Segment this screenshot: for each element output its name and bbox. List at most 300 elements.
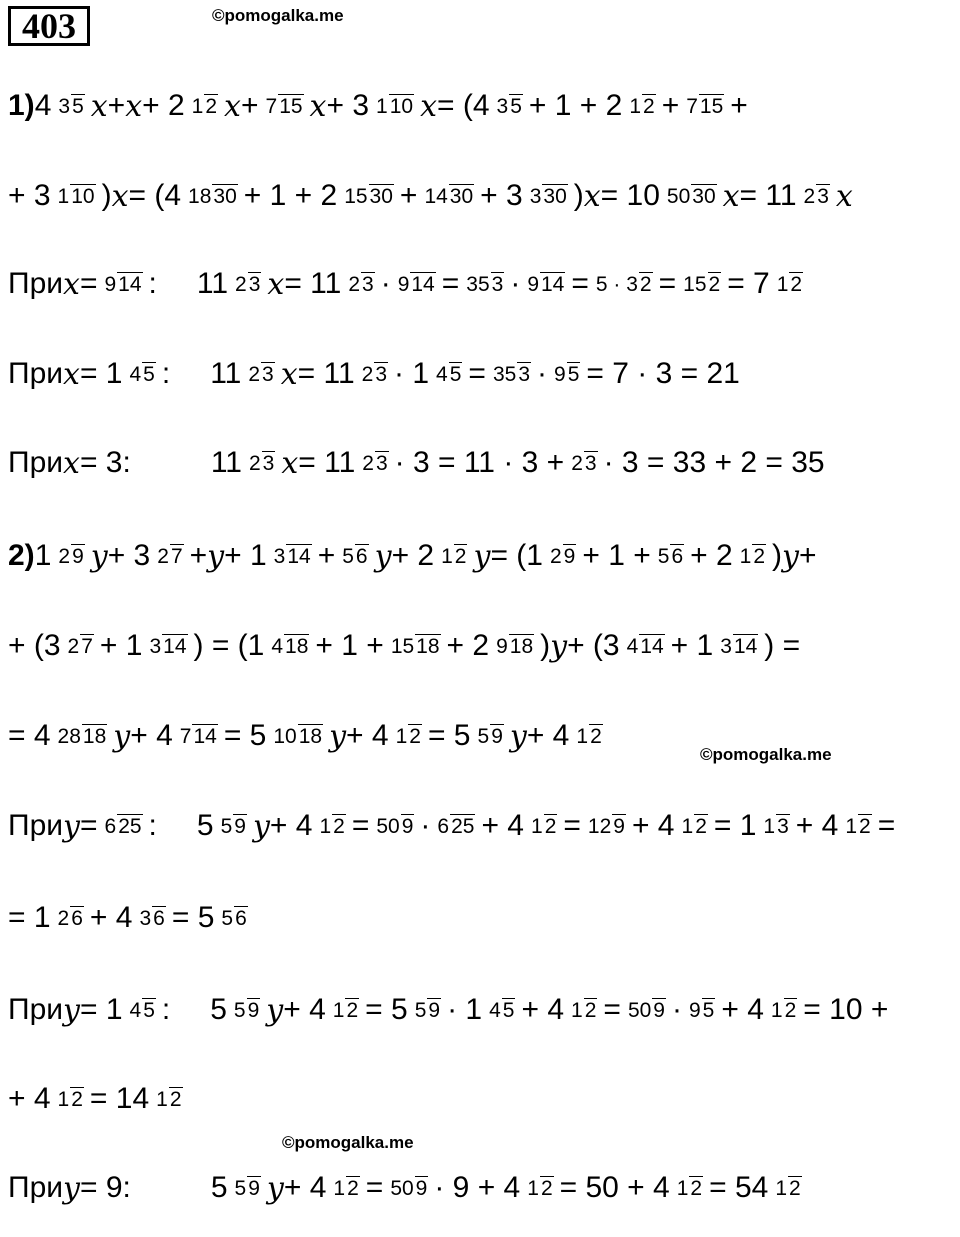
fraction	[395, 725, 422, 748]
math-text: ·	[420, 809, 431, 843]
math-text: 11	[210, 446, 242, 480]
denominator: 5	[510, 94, 522, 118]
denominator: 18	[285, 634, 309, 658]
denominator: 30	[692, 184, 716, 208]
variable: x	[90, 88, 108, 124]
variable: y	[473, 538, 491, 574]
fraction	[681, 815, 708, 838]
math-text: + 4	[721, 993, 764, 1027]
variable: y	[266, 1170, 284, 1206]
math-text: +	[399, 179, 418, 213]
solution-line-8	[8, 718, 609, 754]
numerator: 5	[220, 814, 233, 838]
math-text: = 1	[79, 993, 123, 1027]
denominator: 9	[563, 544, 576, 568]
math-text: = 54	[709, 1171, 769, 1205]
numerator: 1	[676, 1176, 689, 1200]
fraction	[341, 545, 368, 568]
numerator: 9	[688, 998, 701, 1022]
denominator: 2	[753, 544, 766, 568]
denominator: 25	[451, 814, 475, 838]
numerator: 7	[686, 94, 698, 118]
denominator: 6	[671, 544, 684, 568]
math-text: +	[661, 89, 680, 123]
denominator: 14	[163, 634, 187, 658]
math-text: При	[8, 267, 64, 301]
math-text: = 5	[427, 719, 471, 753]
math-text: + 2	[391, 539, 435, 573]
variable: x	[583, 178, 601, 214]
denominator: 15	[699, 94, 724, 118]
fraction	[774, 1177, 801, 1200]
numerator: 6	[104, 814, 117, 838]
math-text: + 1 + 2	[528, 89, 623, 123]
watermark: ©pomogalka.me	[700, 745, 832, 764]
math-text: = 5	[365, 993, 408, 1027]
solution-line-4	[8, 356, 740, 392]
denominator: 10	[71, 184, 95, 208]
numerator: 1	[441, 544, 453, 568]
fraction	[375, 815, 414, 838]
fraction	[595, 273, 653, 296]
fraction	[682, 273, 721, 296]
math-text: ) = (1	[193, 629, 265, 663]
denominator: 9	[428, 998, 441, 1022]
math-text: + 1	[99, 629, 143, 663]
numerator: 2	[361, 362, 374, 386]
math-text: :	[148, 809, 157, 843]
numerator: 1	[845, 814, 858, 838]
denominator: 2	[789, 1176, 801, 1200]
denominator: 2	[695, 814, 707, 838]
numerator: 4	[129, 362, 142, 386]
numerator: 15	[683, 272, 707, 296]
math-text: =	[351, 809, 370, 843]
math-text: ·	[510, 267, 521, 301]
math-text: = 10 +	[803, 993, 889, 1027]
denominator: 2	[205, 94, 218, 118]
math-text: +	[107, 89, 126, 123]
numerator: 35	[466, 272, 490, 296]
denominator: 30	[543, 184, 567, 208]
fraction	[57, 907, 84, 930]
denominator: 25	[118, 814, 142, 838]
denominator: 9	[248, 1176, 260, 1200]
denominator: 14	[541, 272, 565, 296]
denominator: 14	[640, 634, 664, 658]
denominator: 2	[347, 1176, 359, 1200]
denominator: 2	[584, 998, 597, 1022]
fraction	[389, 1177, 428, 1200]
numerator: 35	[492, 362, 517, 386]
variable: y	[329, 718, 347, 754]
math-text: ·	[537, 357, 547, 391]
denominator: 2	[590, 724, 602, 748]
variable: x	[420, 88, 437, 124]
numerator: 2	[57, 906, 70, 930]
numerator: 9	[554, 362, 566, 386]
fraction	[273, 545, 312, 568]
fraction	[397, 273, 436, 296]
numerator: 5	[221, 906, 234, 930]
math-text: = (4	[128, 179, 182, 213]
numerator: 5	[477, 724, 490, 748]
fraction	[67, 635, 94, 658]
solution-line-11	[8, 992, 888, 1028]
numerator: 1	[770, 998, 783, 1022]
fraction	[265, 95, 304, 118]
fraction	[626, 635, 665, 658]
denominator: 30	[213, 184, 237, 208]
variable: x	[722, 178, 740, 214]
fraction	[156, 545, 183, 568]
numerator: 14	[424, 184, 448, 208]
denominator: 18	[416, 634, 440, 658]
variable: x	[111, 178, 129, 214]
item-number: 2)	[8, 539, 35, 573]
numerator: 2	[549, 544, 562, 568]
denominator: 6	[235, 906, 247, 930]
math-text: = 3:	[79, 446, 131, 480]
math-text: + 1 +	[582, 539, 651, 573]
denominator: 2	[454, 544, 467, 568]
solution-line-10	[8, 900, 254, 935]
numerator: 5	[233, 998, 246, 1022]
math-text: При	[8, 1171, 64, 1205]
fraction	[361, 452, 388, 475]
math-text: + 4	[89, 901, 133, 935]
fraction	[155, 1088, 182, 1111]
math-text: =	[603, 993, 621, 1027]
math-text: · 3 = 33 + 2 = 35	[603, 446, 825, 480]
variable: x	[63, 445, 80, 481]
numerator: 7	[179, 724, 192, 748]
denominator: 2	[708, 272, 721, 296]
math-text: · 3 = 11 · 3 +	[394, 446, 565, 480]
numerator: 3	[496, 94, 509, 118]
math-text: =	[563, 809, 581, 843]
math-text: + 3	[8, 179, 51, 213]
numerator: 50	[666, 184, 691, 208]
denominator: 9	[415, 1176, 428, 1200]
math-text: 11	[196, 267, 229, 301]
fraction	[318, 815, 345, 838]
solution-line-6	[8, 538, 817, 574]
fraction	[762, 815, 789, 838]
variable: y	[207, 538, 225, 574]
numerator: 1	[527, 1176, 539, 1200]
denominator: 9	[613, 814, 625, 838]
denominator: 9	[234, 814, 246, 838]
math-text: + 4	[521, 993, 565, 1027]
numerator: 1	[739, 544, 752, 568]
numerator: 2	[348, 272, 360, 296]
numerator: 1	[531, 814, 543, 838]
fraction	[440, 545, 467, 568]
numerator: 9	[496, 634, 508, 658]
denominator: 9	[72, 544, 84, 568]
numerator: 9	[527, 272, 539, 296]
math-text: + 4	[269, 809, 313, 843]
math-text: + 4	[481, 809, 524, 843]
denominator: 3	[262, 451, 275, 475]
math-text: =	[658, 267, 677, 301]
denominator: 5	[143, 998, 155, 1022]
numerator: 10	[273, 724, 297, 748]
numerator: 9	[397, 272, 410, 296]
fraction	[549, 545, 576, 568]
denominator: 5	[702, 998, 715, 1022]
fraction	[57, 95, 84, 118]
math-text: = 1	[79, 357, 123, 391]
fraction	[719, 635, 758, 658]
denominator: 30	[449, 184, 474, 208]
math-text: При	[8, 809, 64, 843]
fraction	[739, 545, 766, 568]
numerator: 15	[390, 634, 415, 658]
math-text: = 9:	[79, 1171, 131, 1205]
math-text: 4	[34, 89, 52, 123]
math-text: 5	[210, 993, 227, 1027]
solution-line-13	[8, 1170, 808, 1206]
numerator: 1	[376, 94, 388, 118]
solution-line-9	[8, 808, 895, 844]
watermark: ©pomogalka.me	[212, 6, 344, 25]
denominator: 2	[540, 1176, 553, 1200]
math-text: )	[101, 179, 112, 213]
fraction	[492, 363, 531, 386]
denominator: 3	[777, 814, 789, 838]
fraction	[187, 185, 238, 208]
fraction	[234, 273, 261, 296]
solution-line-3	[8, 266, 809, 302]
variable: y	[63, 992, 80, 1028]
denominator: 3	[375, 362, 388, 386]
numerator: 3	[529, 184, 542, 208]
numerator: 9	[104, 272, 117, 296]
math-text: При	[8, 357, 64, 391]
fraction	[361, 363, 388, 386]
fraction	[436, 815, 475, 838]
numerator: 3	[149, 634, 162, 658]
solution-line-12	[8, 1081, 189, 1116]
fraction	[191, 95, 218, 118]
fraction	[347, 273, 374, 296]
math-text: ·	[671, 993, 682, 1027]
fraction	[104, 815, 143, 838]
denominator: 3	[584, 451, 597, 475]
fraction	[570, 999, 597, 1022]
fraction	[627, 999, 666, 1022]
denominator: 3	[518, 362, 530, 386]
numerator: 5 · 3	[595, 272, 638, 296]
math-text: = 11	[297, 357, 355, 391]
variable: y	[550, 628, 568, 664]
denominator: 2	[643, 94, 655, 118]
math-text: = 10	[600, 179, 660, 213]
denominator: 7	[81, 634, 93, 658]
math-text: = 11	[298, 446, 356, 480]
denominator: 2	[690, 1176, 703, 1200]
numerator: 1	[629, 94, 641, 118]
variable: y	[63, 1170, 80, 1206]
fraction	[530, 815, 557, 838]
numerator: 4	[129, 998, 142, 1022]
math-text: + 4	[8, 1082, 51, 1116]
math-text: + 3	[107, 539, 151, 573]
denominator: 3	[248, 272, 261, 296]
fraction	[148, 635, 187, 658]
fraction	[343, 185, 394, 208]
variable: y	[509, 718, 527, 754]
denominator: 14	[193, 724, 217, 748]
denominator: 5	[449, 362, 462, 386]
variable: y	[113, 718, 131, 754]
fraction	[676, 1177, 703, 1200]
math-text: + 2	[690, 539, 733, 573]
denominator: 9	[491, 724, 503, 748]
numerator: 1	[681, 814, 694, 838]
fraction	[57, 185, 96, 208]
denominator: 7	[170, 544, 183, 568]
fraction	[803, 185, 830, 208]
fraction	[465, 273, 504, 296]
math-text: + 1	[670, 629, 714, 663]
variable: x	[125, 88, 143, 124]
fraction	[575, 725, 602, 748]
denominator: 30	[369, 184, 393, 208]
math-text: = 11	[739, 179, 797, 213]
denominator: 2	[784, 998, 797, 1022]
math-text: ) =	[764, 629, 801, 663]
math-text: + 4	[283, 993, 326, 1027]
math-text: =	[365, 1171, 384, 1205]
numerator: 5	[342, 544, 354, 568]
math-text: + 4	[130, 719, 173, 753]
numerator: 1	[776, 272, 789, 296]
fraction	[234, 1177, 261, 1200]
numerator: 2	[248, 451, 261, 475]
item-number: 1)	[8, 89, 35, 123]
math-text: = 14	[89, 1082, 150, 1116]
denominator: 18	[509, 634, 534, 658]
numerator: 1	[319, 814, 332, 838]
numerator: 1	[332, 998, 345, 1022]
math-text: = (1	[490, 539, 543, 573]
numerator: 50	[627, 998, 652, 1022]
math-text: · 1	[447, 993, 483, 1027]
numerator: 1	[191, 94, 204, 118]
math-text: + 4	[526, 719, 570, 753]
math-text: + 3	[326, 89, 370, 123]
fraction	[657, 545, 684, 568]
fraction	[57, 545, 84, 568]
numerator: 2	[58, 544, 71, 568]
math-text: +	[799, 539, 817, 573]
fraction	[496, 95, 523, 118]
fraction	[414, 999, 441, 1022]
fraction	[390, 635, 441, 658]
fraction	[770, 999, 797, 1022]
fraction	[526, 1177, 553, 1200]
math-text: + 4	[795, 809, 839, 843]
numerator: 1	[576, 724, 589, 748]
math-text: 11	[210, 357, 242, 391]
math-text: = 7 · 3 = 21	[586, 357, 740, 391]
math-text: :	[148, 267, 157, 301]
denominator: 9	[401, 814, 414, 838]
math-text: +	[189, 539, 208, 573]
numerator: 6	[437, 814, 450, 838]
math-text: + 4	[346, 719, 389, 753]
numerator: 12	[587, 814, 612, 838]
numerator: 50	[376, 814, 400, 838]
denominator: 18	[298, 724, 323, 748]
solution-line-5	[8, 445, 825, 481]
variable: x	[281, 445, 299, 481]
denominator: 6	[355, 544, 368, 568]
fraction	[332, 1177, 359, 1200]
variable: y	[252, 808, 270, 844]
fraction	[57, 1088, 84, 1111]
watermark: ©pomogalka.me	[282, 1133, 414, 1152]
denominator: 5	[72, 94, 84, 118]
denominator: 14	[411, 272, 435, 296]
fraction	[685, 95, 724, 118]
denominator: 6	[153, 906, 165, 930]
math-text: + 2	[142, 89, 185, 123]
math-text: · 1	[394, 357, 430, 391]
variable: y	[90, 538, 108, 574]
fraction	[129, 999, 156, 1022]
denominator: 14	[733, 634, 758, 658]
denominator: 5	[502, 998, 515, 1022]
math-text: + 2	[446, 629, 490, 663]
numerator: 3	[58, 94, 71, 118]
fraction	[844, 815, 871, 838]
numerator: 1	[763, 814, 776, 838]
fraction	[526, 273, 565, 296]
math-text: + 4	[631, 809, 675, 843]
math-text: :	[161, 993, 171, 1027]
fraction	[220, 907, 247, 930]
denominator: 2	[169, 1087, 182, 1111]
numerator: 2	[803, 184, 816, 208]
numerator: 4	[436, 362, 448, 386]
fraction	[103, 273, 142, 296]
denominator: 15	[279, 94, 303, 118]
denominator: 2	[71, 1087, 83, 1111]
fraction	[128, 363, 155, 386]
fraction	[495, 635, 534, 658]
numerator: 7	[265, 94, 278, 118]
math-text: =	[441, 267, 460, 301]
numerator: 1	[775, 1176, 788, 1200]
denominator: 14	[118, 272, 142, 296]
fraction	[435, 363, 462, 386]
fraction	[776, 273, 803, 296]
math-text: )	[540, 629, 551, 663]
numerator: 28	[57, 724, 81, 748]
variable: y	[374, 538, 392, 574]
variable: x	[63, 356, 80, 392]
math-text: 5	[210, 1171, 228, 1205]
fraction	[553, 363, 580, 386]
solution-line-1	[8, 88, 748, 124]
numerator: 4	[271, 634, 284, 658]
math-text: =	[468, 357, 486, 391]
variable: x	[835, 178, 853, 214]
